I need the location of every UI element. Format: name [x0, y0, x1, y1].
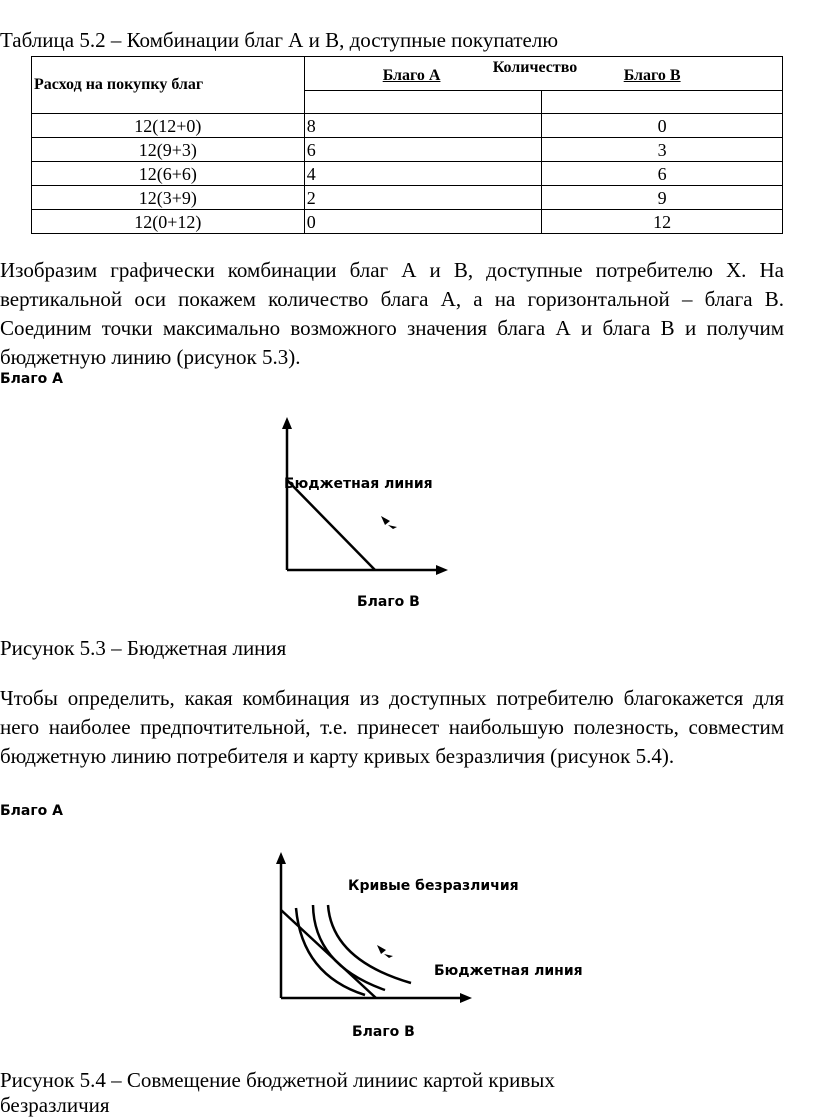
- figure1-budget-line: [287, 480, 375, 570]
- header-good-b: Благо В: [623, 67, 681, 84]
- figure2-y-arrow-icon: [276, 852, 286, 864]
- figure2-caption-line2: безразличия: [0, 1093, 110, 1117]
- cell-good-a: 6: [304, 138, 542, 162]
- figure2-curves-label: Кривые безразличия: [348, 878, 519, 894]
- figure1-cursor-icon: [381, 516, 397, 529]
- figure1-caption: Рисунок 5.3 – Бюджетная линия: [0, 636, 287, 660]
- figure2-cursor-icon: [377, 945, 393, 958]
- table-row: [32, 186, 783, 210]
- cell-good-a: 4: [304, 162, 542, 186]
- cell-good-a: 8: [304, 114, 542, 138]
- figure1-line-label: Бюджетная линия: [284, 476, 433, 492]
- table-row: [32, 138, 783, 162]
- subheader-empty-a: [304, 90, 542, 113]
- cell-good-b: 0: [542, 114, 783, 138]
- table-caption: Таблица 5.2 – Комбинации благ А и В, доступные покупателю: [0, 28, 559, 52]
- figure2-indifference-curve-2: [313, 905, 385, 990]
- header-quantity: Количество: [492, 59, 578, 76]
- table-row: [32, 210, 783, 234]
- paragraph-2: Чтобы определить, какая комбинация из доступных потребителю благокажется для него наиболее предпочтительной, т.е. принесет наибольшую полезность, совместим бюджетную линию потребителя и карту кривых безразличия (рисунок 5.4).: [0, 686, 784, 768]
- figure1-y-label: Благо А: [0, 371, 64, 387]
- figure2-x-label: Благо В: [352, 1024, 415, 1040]
- figure2-indifference-curve-3: [328, 905, 411, 983]
- cell-good-b: 12: [542, 210, 783, 234]
- cell-good-a: 0: [304, 210, 542, 234]
- figure2-caption-line1: Рисунок 5.4 – Совмещение бюджетной линиис картой кривых: [0, 1068, 555, 1092]
- cell-expense: 12(0+12): [32, 210, 305, 234]
- figure1-budget-line-chart: [0, 395, 816, 625]
- table-row: [32, 162, 783, 186]
- cell-good-b: 3: [542, 138, 783, 162]
- header-expense: Расход на покупку благ: [32, 57, 305, 114]
- figure2-x-arrow-icon: [460, 993, 472, 1003]
- header-good-a: Благо А: [382, 67, 441, 84]
- table-header-row: [32, 57, 783, 91]
- figure2-indifference-chart: [0, 830, 816, 1020]
- cell-good-b: 6: [542, 162, 783, 186]
- cell-expense: 12(12+0): [32, 114, 305, 138]
- budget-combinations-table: [31, 56, 783, 234]
- subheader-empty-b: [542, 90, 783, 113]
- cell-good-a: 2: [304, 186, 542, 210]
- figure1-x-arrow-icon: [436, 565, 448, 575]
- header-quantity-group: [304, 57, 782, 91]
- paragraph-1: Изобразим графически комбинации благ А и В, доступные потребителю Х. На вертикальной оси покажем количество блага А, а на горизонтальной – блага В. Соединим точки максимально возможного значения блага А и блага В и получим бюджетную линию (рисунок 5.3).: [0, 258, 784, 369]
- cell-expense: 12(3+9): [32, 186, 305, 210]
- cell-expense: 12(9+3): [32, 138, 305, 162]
- table-row: [32, 114, 783, 138]
- cell-good-b: 9: [542, 186, 783, 210]
- figure1-x-label: Благо В: [357, 594, 420, 610]
- figure2-y-label: Благо А: [0, 803, 64, 819]
- figure2-line-label: Бюджетная линия: [434, 963, 583, 979]
- figure1-y-arrow-icon: [282, 417, 292, 429]
- cell-expense: 12(6+6): [32, 162, 305, 186]
